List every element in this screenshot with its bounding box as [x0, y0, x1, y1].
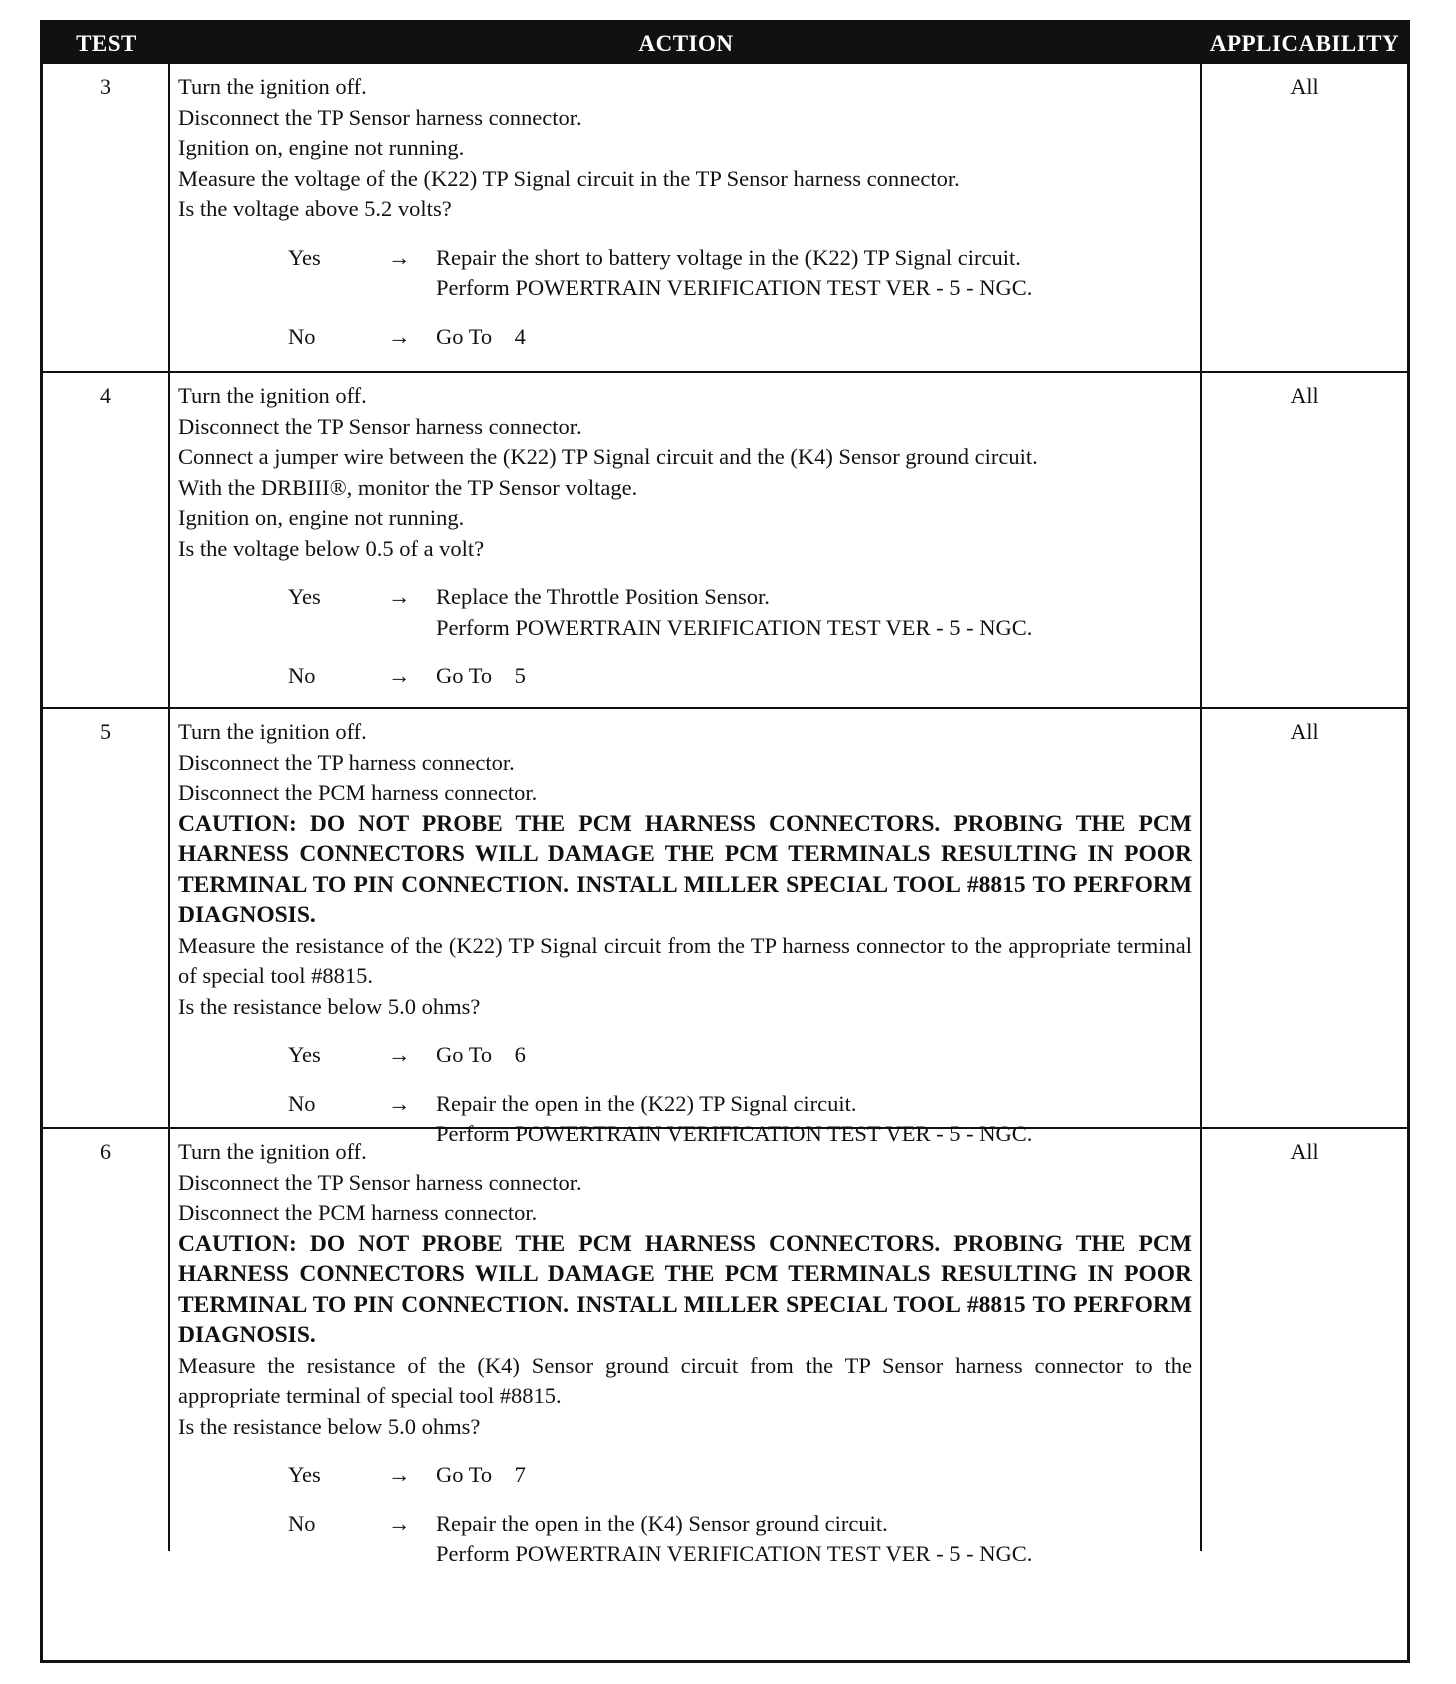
yes-result [436, 243, 1192, 304]
arrow-right-icon: → [388, 584, 411, 609]
table-row [43, 707, 1407, 1146]
action-step: Disconnect the TP harness connector. [178, 749, 515, 775]
table-row [43, 1127, 1407, 1566]
applicability-value: All [1290, 383, 1319, 408]
result-line: Repair the open in the (K22) TP Signal circuit. [436, 1090, 857, 1116]
no-answer [178, 661, 1192, 692]
yes-result [436, 1040, 1192, 1071]
result-line: Perform POWERTRAIN VERIFICATION TEST VER - 5 - NGC. [436, 1541, 1033, 1566]
applicability-value: All [1290, 719, 1319, 744]
answer-block [178, 582, 1192, 692]
test-number: 6 [43, 1129, 170, 1551]
yes-result [436, 1460, 1192, 1491]
arrow-right-icon: → [388, 1462, 411, 1487]
no-answer [178, 1509, 1192, 1570]
answer-block [178, 243, 1192, 353]
arrow-right-icon: → [388, 663, 411, 688]
yes-label: Yes [288, 244, 321, 270]
applicability-value: All [1290, 74, 1319, 99]
action-step: Ignition on, engine not running. [178, 135, 465, 160]
action-step: With the DRBIII®, monitor the TP Sensor voltage. [178, 474, 638, 500]
test-number: 5 [43, 709, 170, 1127]
action-step: Is the voltage below 0.5 of a volt? [178, 535, 485, 561]
yes-label: Yes [288, 1462, 321, 1487]
no-answer [178, 322, 1192, 353]
action-cell [170, 1129, 1202, 1566]
arrow-right-icon: → [388, 1042, 411, 1067]
action-step: Disconnect the PCM harness connector. [178, 780, 538, 805]
result-line: Replace the Throttle Position Sensor. [436, 584, 770, 609]
applicability-value: All [1290, 1139, 1319, 1164]
result-line: Go To 7 [436, 1462, 526, 1487]
arrow-right-icon: → [388, 244, 411, 270]
result-line: Perform POWERTRAIN VERIFICATION TEST VER - 5 - NGC. [436, 614, 1033, 640]
table-header [43, 23, 1407, 64]
test-number: 3 [43, 64, 170, 371]
table-row [43, 371, 1407, 707]
header-test: TEST [76, 30, 137, 56]
caution-text: CAUTION: DO NOT PROBE THE PCM HARNESS CONNECTORS. PROBING THE PCM HARNESS CONNECTORS WILL DAMAGE THE PCM TERMINALS RESULTING IN POOR TERMINAL TO PIN CONNECTION. INSTALL MILLER SPECIAL TOOL #8815 TO PERFORM DIAGNOSIS. [178, 810, 1192, 928]
no-label: No [288, 1090, 316, 1116]
diagnostic-table [40, 20, 1410, 1663]
action-step: Turn the ignition off. [178, 383, 367, 408]
yes-label: Yes [288, 584, 321, 609]
action-step: Turn the ignition off. [178, 1139, 367, 1164]
action-step: Disconnect the TP Sensor harness connector. [178, 413, 582, 439]
header-action: ACTION [638, 30, 734, 56]
yes-answer [178, 582, 1192, 643]
action-step: Is the resistance below 5.0 ohms? [178, 993, 481, 1019]
answer-block [178, 1460, 1192, 1570]
yes-answer [178, 243, 1192, 304]
action-step: Is the voltage above 5.2 volts? [178, 196, 452, 221]
no-label: No [288, 323, 316, 349]
no-result [436, 1509, 1192, 1570]
action-step: Turn the ignition off. [178, 74, 367, 99]
caution-text: CAUTION: DO NOT PROBE THE PCM HARNESS CONNECTORS. PROBING THE PCM HARNESS CONNECTORS WILL DAMAGE THE PCM TERMINALS RESULTING IN POOR TERMINAL TO PIN CONNECTION. INSTALL MILLER SPECIAL TOOL #8815 TO PERFORM DIAGNOSIS. [178, 1230, 1192, 1348]
yes-answer [178, 1460, 1192, 1491]
no-result [436, 322, 1192, 353]
no-result [436, 661, 1192, 692]
action-step: Measure the resistance of the (K4) Sensor ground circuit from the TP Sensor harness connector to the appropriate terminal of special tool #8815. [178, 1352, 1192, 1408]
action-step: Is the resistance below 5.0 ohms? [178, 1413, 481, 1439]
yes-label: Yes [288, 1042, 321, 1067]
action-step: Disconnect the TP Sensor harness connector. [178, 104, 582, 130]
table-body [43, 64, 1407, 1566]
no-label: No [288, 1510, 316, 1536]
table-row [43, 64, 1407, 371]
action-cell [170, 709, 1202, 1146]
action-step: Turn the ignition off. [178, 719, 367, 744]
result-line: Go To 4 [436, 323, 526, 349]
action-step: Connect a jumper wire between the (K22) TP Signal circuit and the (K4) Sensor ground circuit. [178, 444, 1038, 469]
test-number: 4 [43, 373, 170, 707]
result-line: Go To 6 [436, 1042, 526, 1067]
result-line: Perform POWERTRAIN VERIFICATION TEST VER - 5 - NGC. [436, 1121, 1033, 1146]
result-line: Repair the short to battery voltage in the (K22) TP Signal circuit. [436, 244, 1021, 270]
header-applicability: APPLICABILITY [1209, 30, 1400, 56]
action-step: Ignition on, engine not running. [178, 505, 465, 530]
result-line: Perform POWERTRAIN VERIFICATION TEST VER - 5 - NGC. [436, 275, 1033, 300]
result-line: Repair the open in the (K4) Sensor ground circuit. [436, 1510, 888, 1536]
action-step: Disconnect the TP Sensor harness connector. [178, 1169, 582, 1195]
action-step: Measure the resistance of the (K22) TP Signal circuit from the TP harness connector to the appropriate terminal of special tool #8815. [178, 932, 1192, 988]
no-label: No [288, 663, 316, 688]
arrow-right-icon: → [388, 1510, 411, 1536]
arrow-right-icon: → [388, 1090, 411, 1116]
action-step: Disconnect the PCM harness connector. [178, 1200, 538, 1225]
yes-result [436, 582, 1192, 643]
action-step: Measure the voltage of the (K22) TP Signal circuit in the TP Sensor harness connector. [178, 165, 960, 191]
arrow-right-icon: → [388, 323, 411, 349]
result-line: Go To 5 [436, 663, 526, 688]
action-cell [170, 64, 1202, 371]
yes-answer [178, 1040, 1192, 1071]
action-cell [170, 373, 1202, 707]
